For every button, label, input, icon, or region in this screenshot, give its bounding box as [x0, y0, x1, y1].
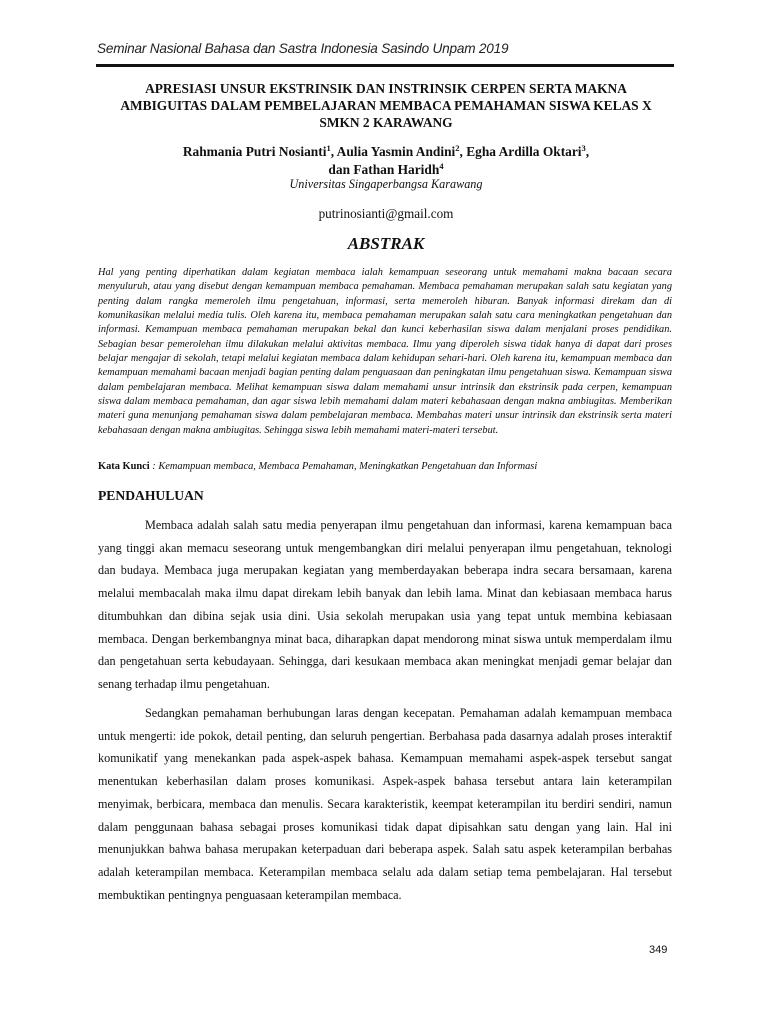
keywords-label: Kata Kunci [98, 461, 150, 472]
author-name: Aulia Yasmin Andini [336, 144, 456, 159]
title-line: APRESIASI UNSUR EKSTRINSIK DAN INSTRINSIK CERPEN SERTA MAKNA [145, 81, 627, 96]
affiliation: Universitas Singaperbangsa Karawang [289, 177, 483, 191]
abstract-body: Hal yang penting diperhatikan dalam kegiatan membaca ialah kemampuan seseorang untuk memahami makna bacaan secara menyuluruh, atau yang disebut dengan kemampuan membaca pemahaman. Membaca pemahaman merupakan salah satu kegiatan yang penting dalam rangka memeroleh ilmu pengetahuan, informasi, serta memeroleh hiburan. Banyak informasi direkam dan di komunikasikan melalui media tulis. Oleh karena itu, membaca pemahaman merupakan salah satu cara meningkatkan pengetahuan dan informasi. Kemampuan membaca pemahaman merupakan bekal dan kunci keberhasilan siswa dalam menjalani proses pendidikan. Sebagian besar pemerolehan ilmu dilakukan melalui aktivitas membaca. Ilmu yang diperoleh siswa tidak hanya di dapat dari proses belajar mengajar di sekolah, tetapi melalui kegiatan membaca dalam kehidupan sehari-hari. Oleh karena itu, kemampuan membaca dan kemampuan memahami bacaan menjadi bagian penting dalam penguasaan dan peningkatan ilmu pengetahuan siswa. Kemampuan siswa dalam pembelajaran membaca. Melihat kemampuan siswa dalam memahami unsur intrinsik dan ekstrinsik pada cerpen, kemampuan siswa dalam membaca pemahaman, dan agar siswa lebih memahami dalam materi kebahasaan dengan makna ambiugitas. Memberikan materi guna menunjang pemahaman siswa dalam pembelajaran membaca. Membahas materi unsur intrinsik dan ekstrinsik serta materi kebahasaan dengan makna ambiugitas. Sehingga siswa lebih memahami materi-materi tersebut. [98, 267, 672, 436]
author-line [90, 143, 682, 161]
header-divider [96, 64, 674, 67]
author-name: Rahmania Putri Nosianti [182, 144, 327, 159]
author-list [90, 143, 682, 178]
author-line [90, 161, 682, 179]
body-paragraph: Membaca adalah salah satu media penyerapan ilmu pengetahuan dan informasi, karena kemampuan baca yang tinggi akan memacu seseorang untuk mengembangkan diri melalui penyerapan ilmu pengetahuan, teknologi dan budaya. Membaca juga merupakan kegiatan yang memberdayakan beberapa indra secara bersamaan, karena melalui membacalah maka ilmu dapat direkam lebih banyak dan lebih lama. Minat dan kebiasaan membaca harus ditumbuhkan dan dibina sejak usia dini. Usia sekolah merupakan usia yang tepat untuk membina kebiasaan membaca. Dengan berkembangnya minat baca, diharapkan dapat mendorong minat siswa untuk memperdalam ilmu dan pengetahuan serta kebudayaan. Sehingga, dari kesukaan membaca akan meningkat menjadi gemar belajar dan senang terhadap ilmu pengetahuan. [98, 518, 672, 691]
page-number: 349 [649, 944, 668, 956]
author-separator: , [459, 144, 467, 159]
keywords [98, 461, 678, 472]
author-affiliation-mark: 3 [581, 143, 586, 153]
author-email: putrinosianti@gmail.com [318, 206, 454, 221]
title-line: AMBIGUITAS DALAM PEMBELAJARAN MEMBACA PEMAHAMAN SISWA KELAS X [120, 98, 652, 114]
abstract-heading: ABSTRAK [347, 234, 425, 253]
author-separator: , [585, 144, 590, 159]
journal-header: Seminar Nasional Bahasa dan Sastra Indonesia Sasindo Unpam 2019 [97, 41, 509, 56]
author-affiliation-mark: 4 [439, 160, 444, 171]
author-affiliation-mark: 2 [455, 143, 460, 153]
author-name: Egha Ardilla Oktari [466, 144, 582, 159]
body-paragraph: Sedangkan pemahaman berhubungan laras dengan kecepatan. Pemahaman adalah kemampuan membaca untuk mengerti: ide pokok, detail penting, dan seluruh pengertian. Berbahasa pada dasarnya adalah proses interaktif komunikatif yang menekankan pada aspek-aspek bahasa. Kemampuan memahami aspek-aspek tersebut sangat menentukan keberhasilan dalam proses komunikasi. Aspek-aspek bahasa tersebut antara lain keterampilan menyimak, berbicara, membaca dan menulis. Secara karakteristik, keempat keterampilan itu berdiri sendiri, namun dalam penggunaan bahasa sebagai proses komunikasi tidak dapat dipisahkan satu dengan yang lain. Hal ini menunjukkan bahwa bahasa merupakan keterpaduan dari beberapa aspek. Salah satu aspek keterampilan berbahas adalah keterampilan membaca. Keterampilan membaca selalu ada dalam setiap tema pembelajaran. Hal tersebut membuktikan pentingnya penguasaan keterampilan membaca. [98, 706, 672, 902]
keywords-text: : Kemampuan membaca, Membaca Pemahaman, Meningkatkan Pengetahuan dan Informasi [152, 461, 538, 472]
author-separator: , [330, 144, 337, 159]
section-heading: PENDAHULUAN [98, 488, 204, 503]
title-line: SMKN 2 KARAWANG [319, 115, 453, 131]
paper-title [90, 80, 682, 132]
author-name: dan Fathan Haridh [328, 161, 440, 177]
author-affiliation-mark: 1 [326, 143, 331, 153]
